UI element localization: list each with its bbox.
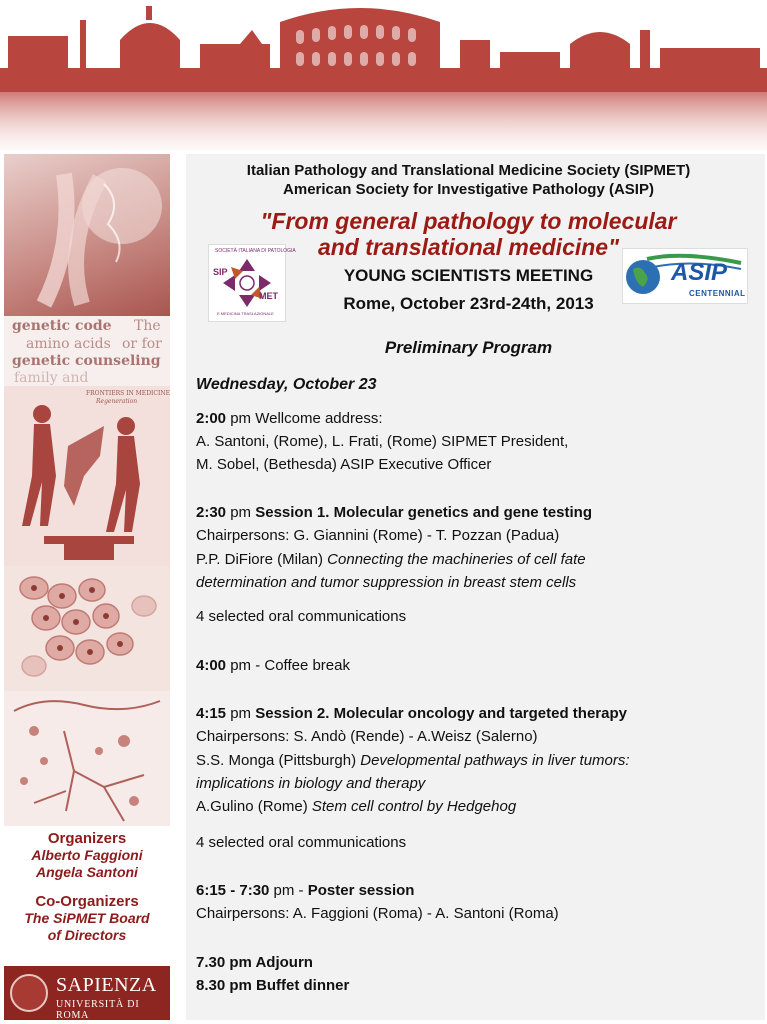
sapienza-logo <box>4 966 170 1020</box>
sipmet-arrows-icon <box>209 245 285 321</box>
word-the: The <box>134 318 161 334</box>
day-heading: Wednesday, October 23 <box>196 376 377 393</box>
poster-pm: pm - <box>273 882 304 899</box>
rome-skyline-banner <box>0 0 767 152</box>
welcome-time: 2:00 <box>196 410 227 427</box>
sipmet-top-text: SOCIETÀ ITALIANA DI PATOLOGIA <box>215 248 296 254</box>
welcome-speakers-2: M. Sobel, (Bethesda) ASIP Executive Officer <box>196 456 492 473</box>
tissue-illustration <box>4 691 170 826</box>
cells-image <box>4 566 170 691</box>
session1-time: 2:30 <box>196 504 227 521</box>
asip-name: ASIP <box>671 259 728 286</box>
session1-speaker: P.P. DiFiore (Milan) <box>196 551 323 568</box>
session2-title: Session 2. Molecular oncology and targeted therapy <box>255 705 627 722</box>
frontiers-label: FRONTIERS IN MEDICINE <box>86 390 170 397</box>
session1-heading <box>196 504 592 521</box>
coffee-break-line <box>196 657 350 674</box>
organizers-block <box>4 826 170 968</box>
dinner-line: 8.30 pm Buffet dinner <box>196 977 350 994</box>
coorganizer-name: of Directors <box>47 927 127 943</box>
meeting-title: YOUNG SCIENTISTS MEETING <box>343 266 594 285</box>
session2-talk2-line <box>196 798 516 815</box>
coffee-text: pm - Coffee break <box>230 657 350 674</box>
sipmet-sip-text: SIP <box>213 267 228 277</box>
word-family: family and <box>14 370 89 386</box>
word-genetic-counseling: genetic counseling <box>12 353 161 369</box>
pm-label: pm <box>230 705 252 722</box>
dna-chromosome-image <box>4 154 170 316</box>
genetic-words-image <box>4 316 170 386</box>
poster-chairs: Chairpersons: A. Faggioni (Roma) - A. Santoni (Roma) <box>196 905 559 922</box>
session2-speaker1: S.S. Monga (Pittsburgh) <box>196 752 357 769</box>
poster-title: Poster session <box>307 882 415 899</box>
poster-session-line <box>196 882 414 899</box>
sipmet-bottom-text: E MEDICINA TRASLAZIONALE <box>217 311 274 316</box>
university-name: SAPIENZA <box>56 974 157 996</box>
regeneration-label: Regeneration <box>96 398 138 405</box>
session2-chairs: Chairpersons: S. Andò (Rende) - A.Weisz (Salerno) <box>196 728 538 745</box>
organizers-heading: Organizers <box>47 830 127 847</box>
tagline-line-1: "From general pathology to molecular <box>260 208 677 234</box>
word-genetic-code: genetic code <box>12 318 112 334</box>
adjourn-line: 7.30 pm Adjourn <box>196 954 313 971</box>
word-amino-acids: amino acids <box>26 336 111 352</box>
coffee-time: 4:00 <box>196 657 227 674</box>
society-line-2: American Society for Investigative Pathology (ASIP) <box>283 181 654 198</box>
session1-oral-communications: 4 selected oral communications <box>196 608 407 625</box>
session2-heading <box>196 705 627 722</box>
word-or-for: or for <box>122 336 162 352</box>
asip-subtitle: CENTENNIAL <box>689 289 746 298</box>
session2-talk1-line-1 <box>196 752 630 769</box>
session2-speaker2: A.Gulino (Rome) <box>196 798 308 815</box>
session2-talk1-line-2: implications in biology and therapy <box>196 775 426 792</box>
coorganizers-heading: Co-Organizers <box>35 893 139 910</box>
welcome-line <box>196 410 383 427</box>
university-subtitle: UNIVERSITÀ DI ROMA <box>56 999 140 1021</box>
regeneration-figures-image <box>4 386 170 566</box>
program-content <box>172 154 765 1020</box>
sipmet-logo <box>208 244 296 322</box>
tagline-line-2: and translational medicine" <box>317 234 620 260</box>
asip-centennial-logo <box>622 248 748 304</box>
tissue-drawing-image <box>4 691 170 826</box>
session2-talk2-title: Stem cell control by Hedgehog <box>311 798 517 815</box>
university-seal-icon <box>10 974 48 1012</box>
skyline-illustration <box>0 0 767 152</box>
meeting-dates: Rome, October 23rd-24th, 2013 <box>343 294 594 313</box>
left-decorative-column <box>4 154 170 1020</box>
poster-time: 6:15 - 7:30 <box>196 882 270 899</box>
session2-time: 4:15 <box>196 705 227 722</box>
session1-talk-line-1 <box>196 551 586 568</box>
greek-figures-illustration <box>4 386 170 566</box>
organizer-name: Angela Santoni <box>36 864 138 880</box>
society-line-1: Italian Pathology and Translational Medicine Society (SIPMET) <box>246 162 691 179</box>
coorganizer-name: The SiPMET Board <box>24 910 150 926</box>
welcome-speakers-1: A. Santoni, (Rome), L. Frati, (Rome) SIPMET President, <box>196 433 569 450</box>
program-title: Preliminary Program <box>384 338 553 357</box>
chromosome-illustration <box>4 154 170 316</box>
session1-talk-line-2: determination and tumor suppression in breast stem cells <box>196 574 577 591</box>
session1-title: Session 1. Molecular genetics and gene testing <box>255 504 592 521</box>
sipmet-met-text: MET <box>259 291 278 301</box>
organizer-name: Alberto Faggioni <box>31 847 143 863</box>
session2-oral-communications: 4 selected oral communications <box>196 834 407 851</box>
cells-illustration <box>4 566 170 691</box>
session2-talk1-title: Developmental pathways in liver tumors: <box>360 752 630 769</box>
session1-chairs: Chairpersons: G. Giannini (Rome) - T. Pozzan (Padua) <box>196 527 560 544</box>
pm-label: pm <box>230 410 252 427</box>
pm-label: pm <box>230 504 252 521</box>
welcome-title: Wellcome address: <box>255 410 383 427</box>
session1-talk-title: Connecting the machineries of cell fate <box>327 551 586 568</box>
